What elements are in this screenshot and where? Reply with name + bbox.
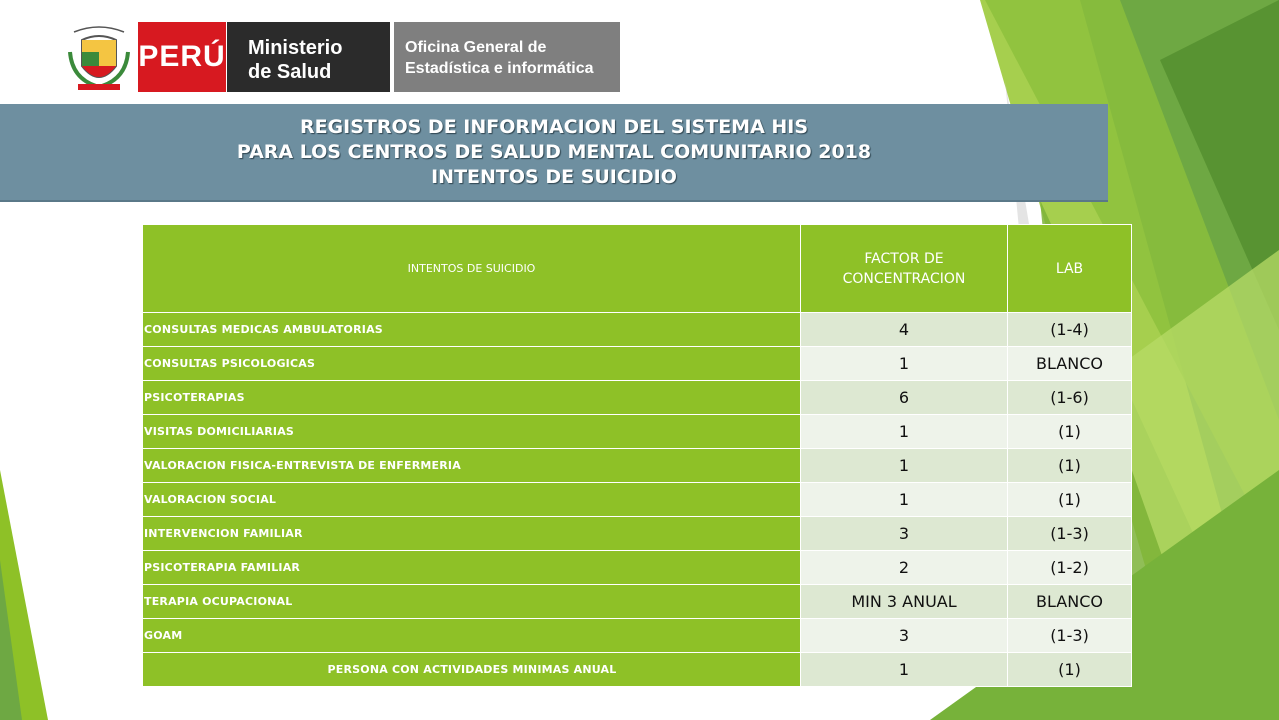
table-row: [143, 517, 1132, 551]
row-label: INTERVENCION FAMILIAR: [143, 517, 801, 551]
table-row: [143, 483, 1132, 517]
table-row: [143, 653, 1132, 687]
row-label: GOAM: [143, 619, 801, 653]
row-lab: BLANCO: [1008, 585, 1132, 619]
row-lab: (1): [1008, 483, 1132, 517]
row-label: VISITAS DOMICILIARIAS: [143, 415, 801, 449]
peru-logo: [138, 22, 226, 92]
row-factor: 1: [801, 483, 1008, 517]
row-factor: 3: [801, 517, 1008, 551]
row-factor: 1: [801, 449, 1008, 483]
row-factor: MIN 3 ANUAL: [801, 585, 1008, 619]
row-label: VALORACION FISICA-ENTREVISTA DE ENFERMERIA: [143, 449, 801, 483]
table-row: [143, 347, 1132, 381]
office-line-2: Estadística e informática: [405, 60, 594, 77]
row-factor: 1: [801, 347, 1008, 381]
row-label: PERSONA CON ACTIVIDADES MINIMAS ANUAL: [143, 653, 801, 687]
ministry-line-1: Ministerio: [248, 37, 343, 59]
table-row: [143, 585, 1132, 619]
row-factor: 4: [801, 313, 1008, 347]
table-row: [143, 313, 1132, 347]
row-lab: (1-3): [1008, 619, 1132, 653]
title-line-3: INTENTOS DE SUICIDIO: [431, 165, 677, 188]
table-row: [143, 551, 1132, 585]
row-lab: (1-2): [1008, 551, 1132, 585]
ministry-line-2: de Salud: [248, 61, 332, 83]
row-factor: 6: [801, 381, 1008, 415]
table-row: [143, 415, 1132, 449]
title-line-2: PARA LOS CENTROS DE SALUD MENTAL COMUNITARIO 2018: [236, 140, 872, 163]
row-label: CONSULTAS PSICOLOGICAS: [143, 347, 801, 381]
table-row: [143, 381, 1132, 415]
table-row: [143, 449, 1132, 483]
peru-logo-text: PERÚ: [138, 40, 226, 73]
activities-table: [142, 224, 1132, 687]
row-lab: (1-3): [1008, 517, 1132, 551]
row-label: PSICOTERAPIAS: [143, 381, 801, 415]
row-lab: (1-6): [1008, 381, 1132, 415]
row-lab: (1): [1008, 653, 1132, 687]
ministry-logo: [227, 22, 390, 92]
row-lab: (1): [1008, 415, 1132, 449]
row-label: TERAPIA OCUPACIONAL: [143, 585, 801, 619]
row-label: PSICOTERAPIA FAMILIAR: [143, 551, 801, 585]
row-factor: 2: [801, 551, 1008, 585]
header-activity: INTENTOS DE SUICIDIO: [143, 225, 801, 313]
office-logo: [394, 22, 620, 92]
row-factor: 1: [801, 653, 1008, 687]
row-label: CONSULTAS MEDICAS AMBULATORIAS: [143, 313, 801, 347]
header-lab: LAB: [1008, 225, 1132, 313]
coat-of-arms-icon: [66, 22, 132, 92]
office-line-1: Oficina General de: [405, 39, 547, 56]
row-factor: 1: [801, 415, 1008, 449]
title-banner: [0, 104, 1108, 202]
title-line-1: REGISTROS DE INFORMACION DEL SISTEMA HIS: [299, 115, 809, 138]
row-lab: (1-4): [1008, 313, 1132, 347]
table-header-row: [143, 225, 1132, 313]
header-factor: FACTOR DE CONCENTRACION: [801, 225, 1008, 313]
row-label: VALORACION SOCIAL: [143, 483, 801, 517]
row-factor: 3: [801, 619, 1008, 653]
row-lab: (1): [1008, 449, 1132, 483]
row-lab: BLANCO: [1008, 347, 1132, 381]
table-row: [143, 619, 1132, 653]
